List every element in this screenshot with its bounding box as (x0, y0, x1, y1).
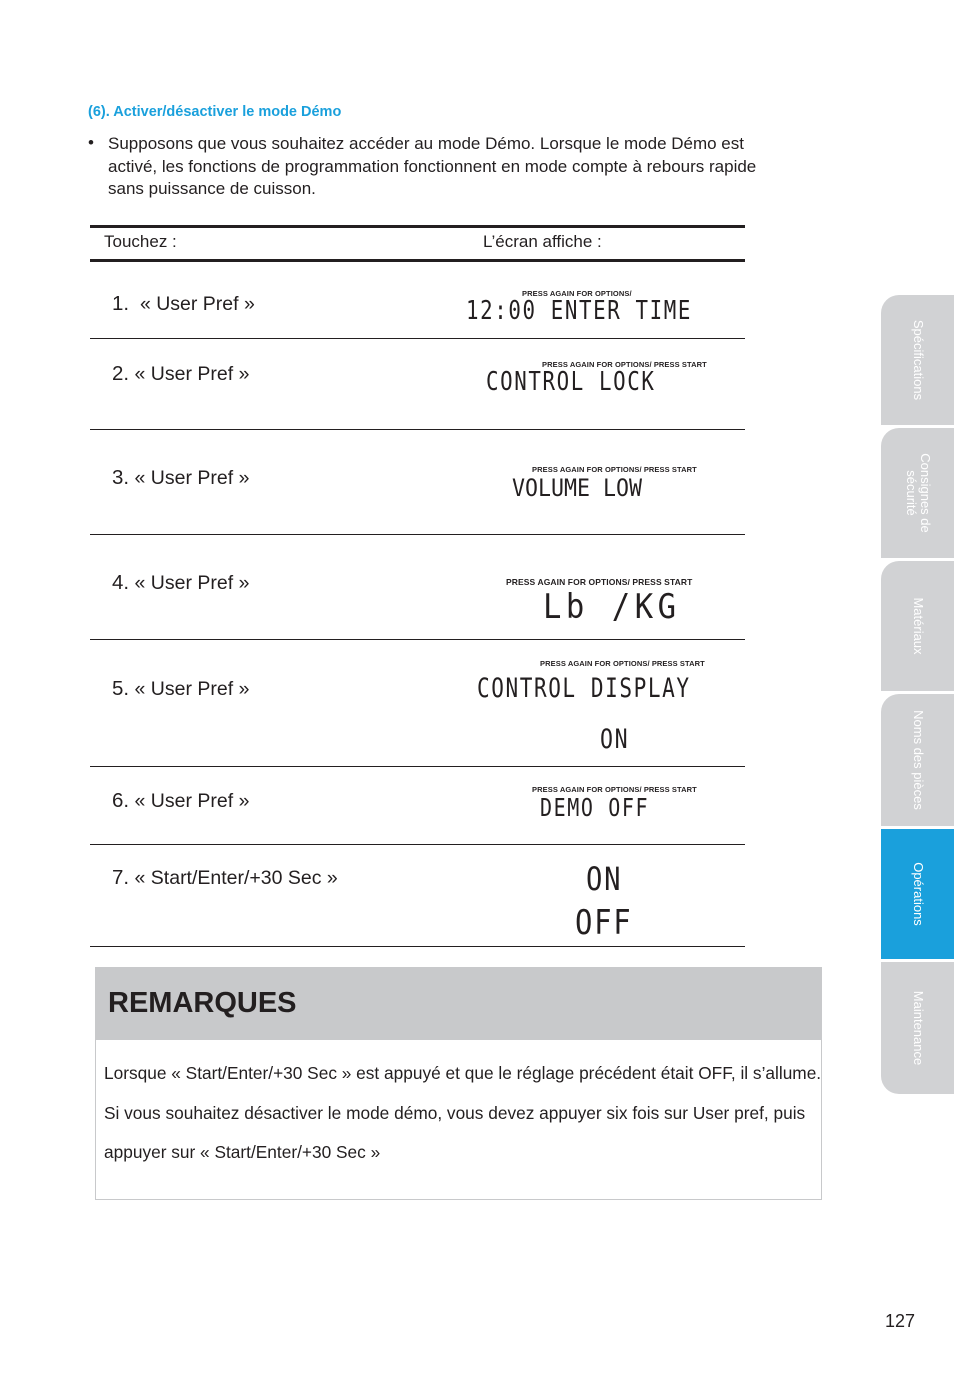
step-label: 5. « User Pref » (112, 677, 250, 700)
step-label: 6. « User Pref » (112, 789, 250, 812)
row-divider (90, 338, 745, 339)
step-label: 4. « User Pref » (112, 571, 250, 594)
tab-specifications[interactable] (881, 295, 954, 425)
header-press: Touchez : (104, 232, 177, 251)
lcd-display: ON (586, 860, 623, 898)
row-divider (90, 639, 745, 640)
tab-operations[interactable] (881, 829, 954, 959)
step-label: 1. « User Pref » (112, 292, 255, 315)
lcd-display: Lb /KG (543, 587, 681, 627)
table-header-rule (90, 259, 745, 262)
press-hint: PRESS AGAIN FOR OPTIONS/ PRESS START (540, 659, 705, 668)
lcd-display: 12:00 ENTER TIME (466, 296, 692, 326)
section-title: (6). Activer/désactiver le mode Démo (88, 104, 342, 120)
press-hint: PRESS AGAIN FOR OPTIONS/ PRESS START (532, 785, 697, 794)
press-hint: PRESS AGAIN FOR OPTIONS/ PRESS START (532, 465, 697, 474)
lcd-display-line2: OFF (575, 903, 633, 943)
bullet-text: Supposons que vous souhaitez accéder au mode Démo. Lorsque le mode Démo est activé, les fonctions de programmation fonctionnent en mode compte à rebours rapide sans puissance de cuisson. (108, 134, 757, 198)
lcd-display: VOLUME LOW (512, 474, 643, 502)
row-divider (90, 534, 745, 535)
tab-materials[interactable] (881, 561, 954, 691)
press-hint: PRESS AGAIN FOR OPTIONS/ PRESS START (542, 360, 707, 369)
tab-part-names[interactable] (881, 694, 954, 826)
tab-label: Maintenance (910, 990, 926, 1066)
notes-text: Lorsque « Start/Enter/+30 Sec » est appuyé et que le réglage précédent était OFF, il s’allume. Si vous souhaitez désactiver le mode démo, vous devez appuyer six fois sur User pref, puis appuyer sur « Start/Enter/+30 Sec » (104, 1063, 822, 1162)
lcd-display: CONTROL LOCK (486, 367, 656, 397)
tab-label: Matériaux (910, 597, 926, 655)
page-number: 127 (885, 1311, 916, 1331)
notes-title: REMARQUES (108, 987, 297, 1019)
table-bottom-rule (90, 946, 745, 947)
tab-label: Spécifications (910, 319, 926, 401)
row-divider (90, 766, 745, 767)
row-divider (90, 844, 745, 845)
table-top-rule (90, 225, 745, 228)
tab-maintenance[interactable] (881, 962, 954, 1094)
press-hint: PRESS AGAIN FOR OPTIONS/ PRESS START (506, 577, 693, 587)
tab-label: Opérations (910, 862, 926, 926)
press-hint: PRESS AGAIN FOR OPTIONS/ (522, 289, 632, 298)
header-display: L’écran affiche : (483, 232, 602, 251)
row-divider (90, 429, 745, 430)
lcd-display: DEMO OFF (540, 793, 650, 822)
tab-safety[interactable] (881, 428, 954, 558)
tab-label: Consignes de sécurité (903, 453, 933, 533)
step-label: 7. « Start/Enter/+30 Sec » (112, 866, 338, 889)
tab-label: Noms des pièces (910, 710, 926, 810)
lcd-display-line2: ON (600, 724, 630, 755)
step-label: 3. « User Pref » (112, 466, 250, 489)
bullet-symbol: • (88, 133, 94, 152)
step-label: 2. « User Pref » (112, 362, 250, 385)
lcd-display: CONTROL DISPLAY (477, 673, 691, 704)
